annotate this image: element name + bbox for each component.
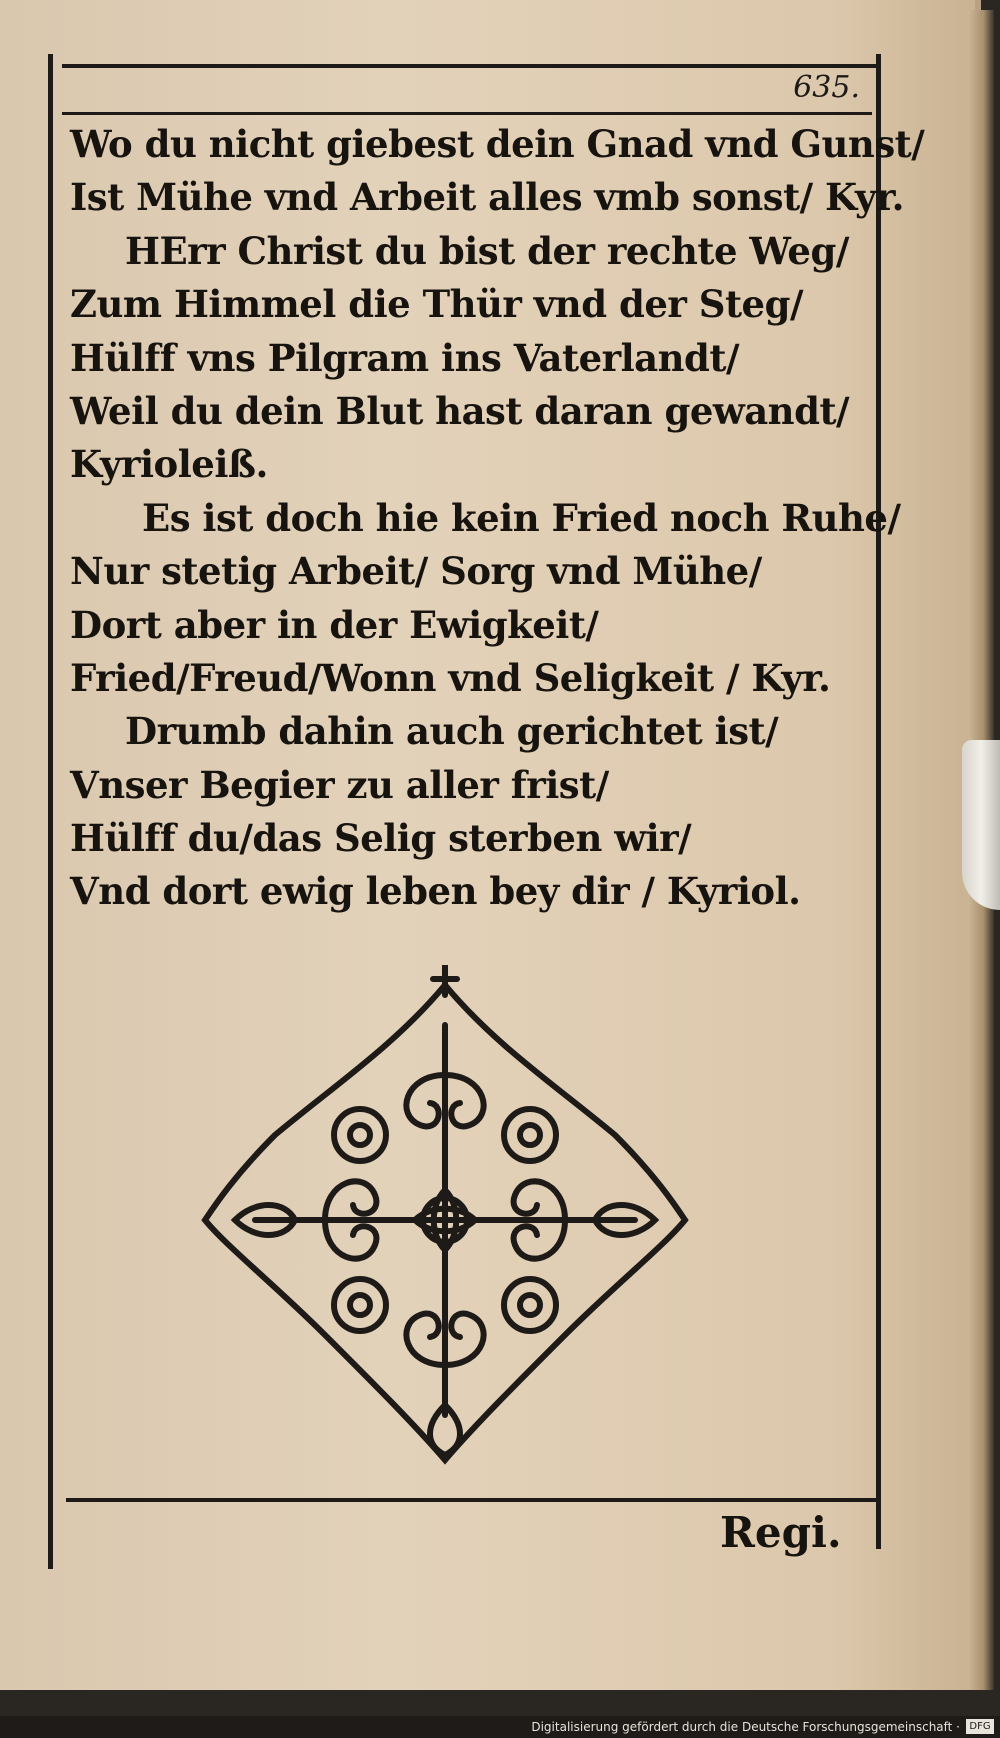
verse-line: Ist Mühe vnd Arbeit alles vmb sonst/ Kyr.: [70, 175, 905, 220]
hymn-text: [70, 118, 925, 919]
page-number: 635.: [793, 70, 860, 105]
verse-line: Drumb dahin auch gerichtet ist/: [125, 709, 779, 754]
verse-line: Vnser Begier zu aller frist/: [70, 762, 609, 807]
verse-line: HErr Christ du bist der rechte Weg/: [125, 228, 849, 273]
verse-line: Fried/Freud/Wonn vnd Seligkeit / Kyr.: [70, 655, 831, 700]
frame-top-rule: [62, 64, 880, 68]
verse-line: Es ist doch hie kein Fried noch Ruhe/: [142, 495, 901, 540]
frame-right-rule: [876, 54, 881, 1549]
footer-bar: [0, 1716, 1000, 1738]
dfg-logo-badge: DFG: [966, 1719, 994, 1734]
verse-line: Dort aber in der Ewigkeit/: [70, 602, 599, 647]
verse-line: Kyrioleiß.: [70, 442, 268, 487]
fleuron-ornament-icon: [195, 965, 695, 1475]
verse-line: Zum Himmel die Thür vnd der Steg/: [70, 282, 803, 327]
verse-line: Weil du dein Blut hast daran gewandt/: [70, 388, 850, 433]
bookmark-strip: [962, 740, 1000, 910]
verse-line: Wo du nicht giebest dein Gnad vnd Gunst/: [70, 122, 925, 166]
verse-line: Vnd dort ewig leben bey dir / Kyriol.: [70, 869, 801, 914]
footer-credit: Digitalisierung gefördert durch die Deutsche Forschungsgemeinschaft ·: [531, 1720, 960, 1734]
verse-line: Hülff vns Pilgram ins Vaterlandt/: [70, 335, 740, 380]
header-rule: [62, 112, 872, 115]
verse-line: Hülff du/das Selig sterben wir/: [70, 816, 692, 861]
frame-bottom-rule: [66, 1498, 876, 1502]
verse-line: Nur stetig Arbeit/ Sorg vnd Mühe/: [70, 549, 762, 594]
frame-left-rule: [48, 54, 53, 1569]
catchword: Regi.: [720, 1508, 842, 1557]
